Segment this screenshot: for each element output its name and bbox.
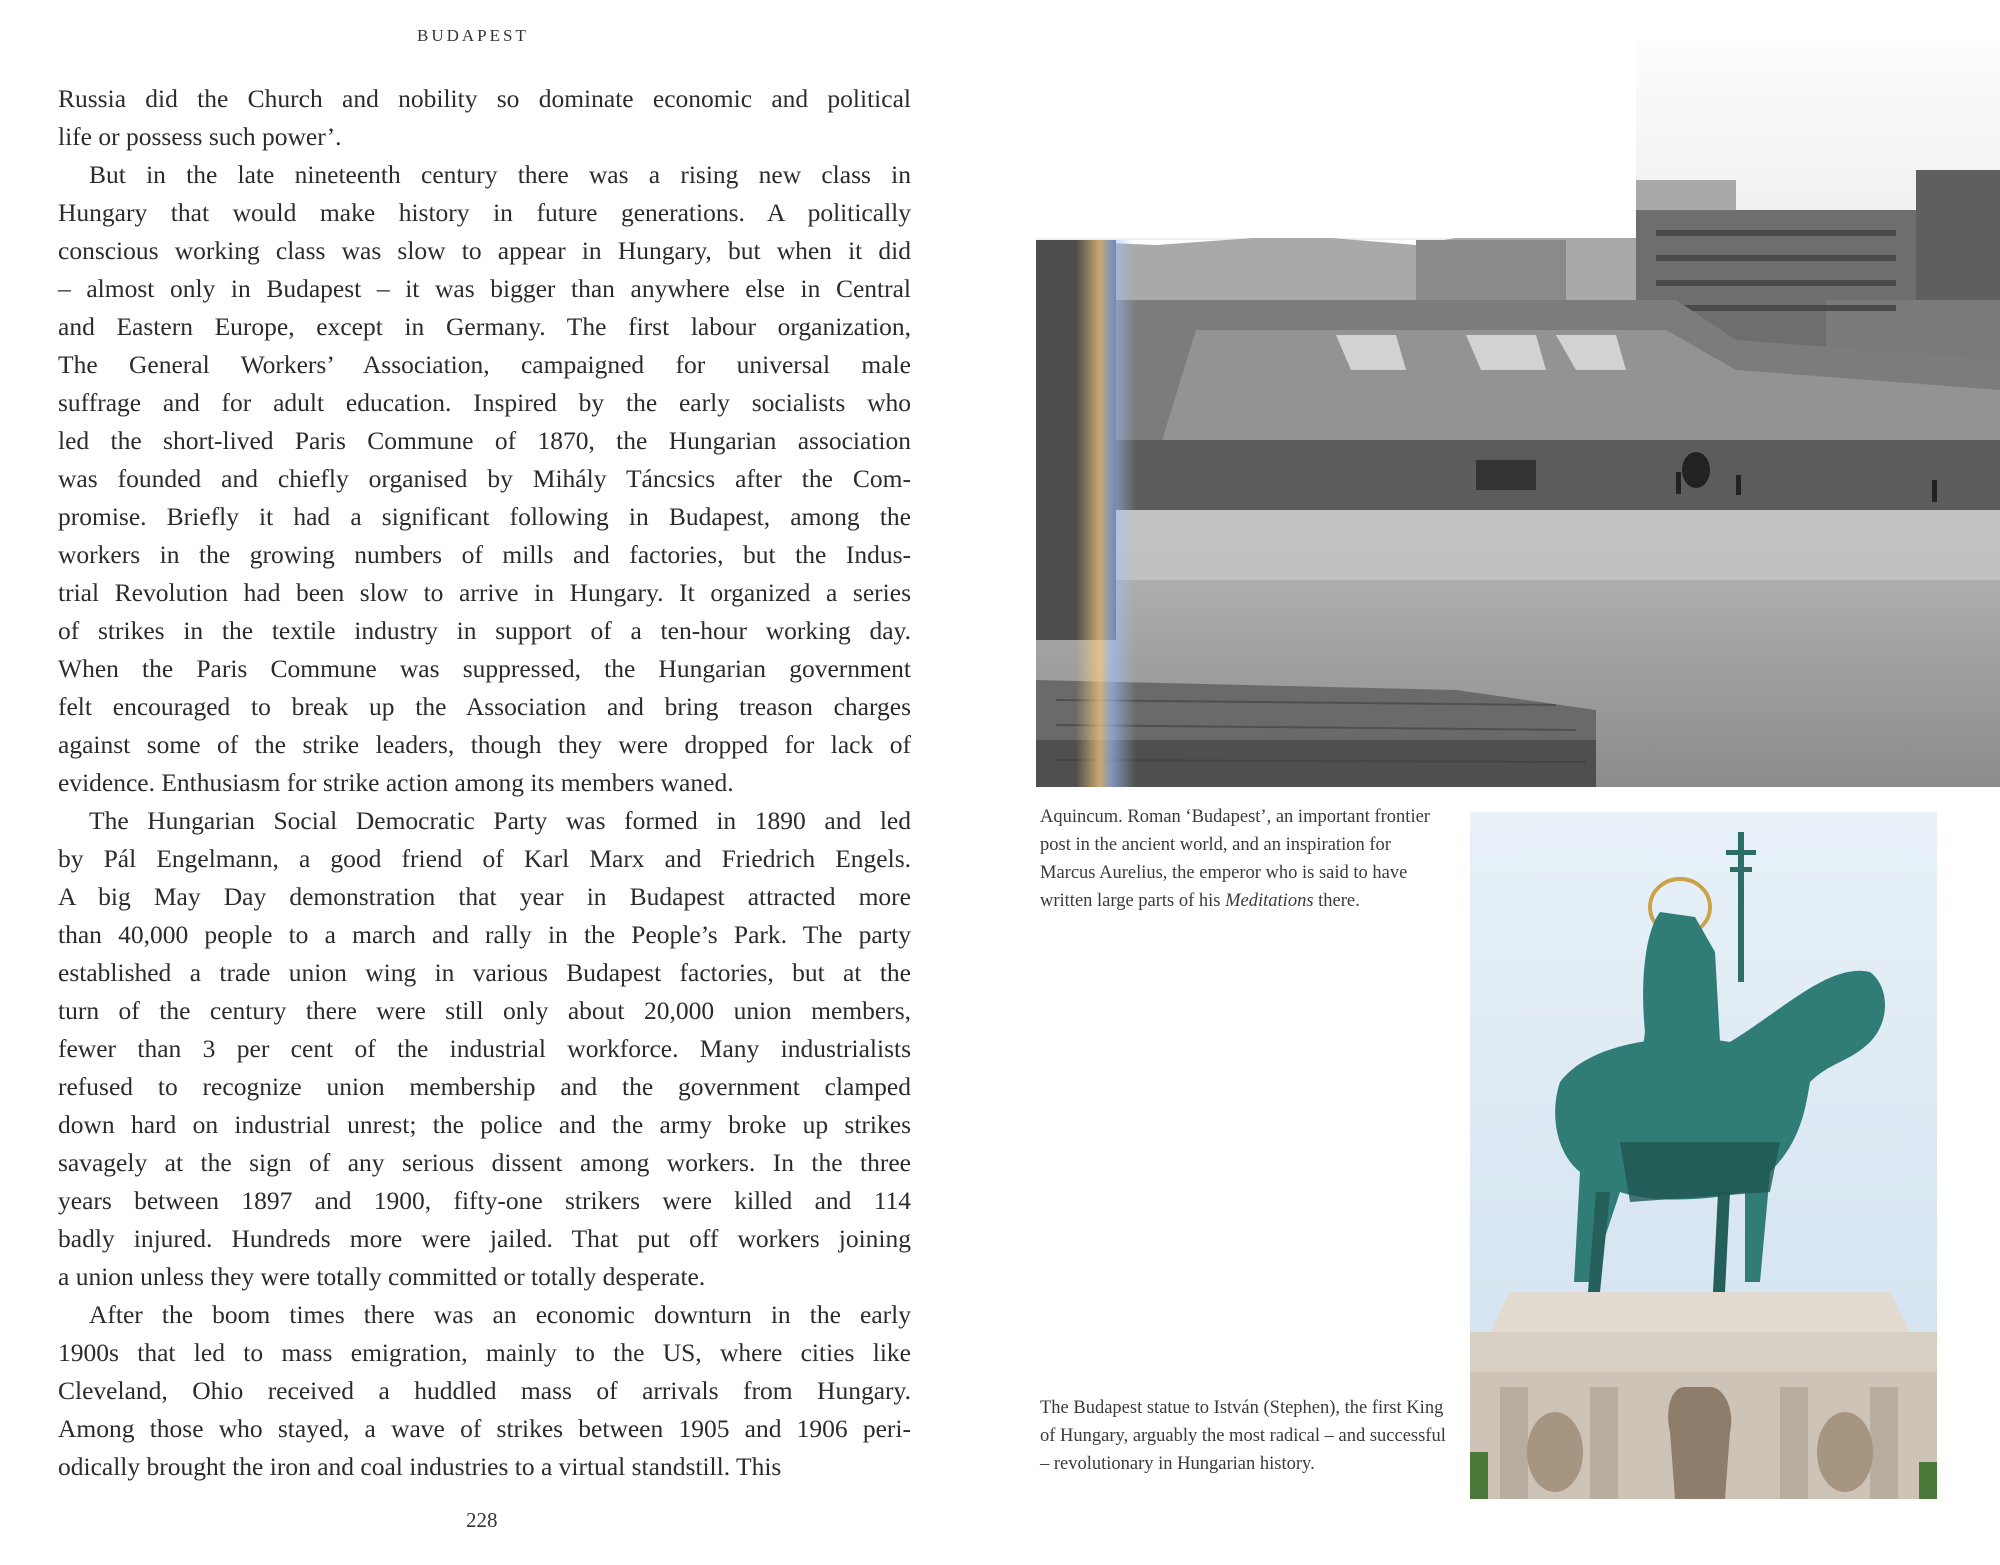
text-line: badly injured. Hundreds more were jailed. That put off workers joining [58, 1224, 911, 1253]
text-line: years between 1897 and 1900, fifty-one strikers were killed and 114 [58, 1186, 911, 1215]
text-line: promise. Briefly it had a significant following in Budapest, among the [58, 502, 911, 531]
text-line: Russia did the Church and nobility so dominate economic and political [58, 84, 911, 113]
text-line: down hard on industrial unrest; the police and the army broke up strikes [58, 1110, 911, 1139]
text-line: 1900s that led to mass emigration, mainly to the US, where cities like [58, 1338, 911, 1367]
text-line: Hungary that would make history in future generations. A politically [58, 198, 911, 227]
text-line: When the Paris Commune was suppressed, the Hungarian government [58, 654, 911, 683]
text-line: against some of the strike leaders, though they were dropped for lack of [58, 730, 911, 759]
text-line: A big May Day demonstration that year in Budapest attracted more [58, 882, 911, 911]
text-line: fewer than 3 per cent of the industrial workforce. Many industrialists [58, 1034, 911, 1063]
text-line: But in the late nineteenth century there was a rising new class in [89, 160, 911, 189]
text-line: conscious working class was slow to appear in Hungary, but when it did [58, 236, 911, 265]
text-line: life or possess such power’. [58, 122, 342, 151]
text-line: suffrage and for adult education. Inspired by the early socialists who [58, 388, 911, 417]
aquincum-caption-end: there. [1313, 891, 1360, 911]
text-line: and Eastern Europe, except in Germany. The first labour organization, [58, 312, 911, 341]
aquincum-caption-italic: Meditations [1225, 891, 1314, 911]
aquincum-photo [1036, 40, 2000, 787]
text-line: The Hungarian Social Democratic Party was formed in 1890 and led [89, 806, 911, 835]
text-line: trial Revolution had been slow to arrive in Hungary. It organized a series [58, 578, 911, 607]
statue-caption: The Budapest statue to István (Stephen), the first King of Hungary, arguably the most radical – and successful – revolutionary in Hungarian history. [1040, 1398, 1446, 1474]
statue-photo [1470, 812, 1937, 1499]
text-line: The General Workers’ Association, campaigned for universal male [58, 350, 911, 379]
text-line: After the boom times there was an economic downturn in the early [89, 1300, 911, 1329]
text-line: established a trade union wing in various Budapest factories, but at the [58, 958, 911, 987]
page-number: 228 [466, 1508, 498, 1532]
running-head: BUDAPEST [417, 26, 529, 45]
text-line: a union unless they were totally committed or totally desperate. [58, 1262, 706, 1291]
text-line: led the short-lived Paris Commune of 1870, the Hungarian association [58, 426, 911, 455]
text-line: evidence. Enthusiasm for strike action among its members waned. [58, 768, 734, 797]
text-line: odically brought the iron and coal industries to a virtual standstill. This [58, 1452, 782, 1481]
text-line: Among those who stayed, a wave of strikes between 1905 and 1906 peri- [58, 1414, 911, 1443]
text-line: felt encouraged to break up the Association and bring treason charges [58, 692, 911, 721]
text-line: workers in the growing numbers of mills and factories, but the Indus- [58, 540, 911, 569]
text-line: by Pál Engelmann, a good friend of Karl Marx and Friedrich Engels. [58, 844, 911, 873]
text-line: – almost only in Budapest – it was bigger than anywhere else in Central [58, 274, 911, 303]
text-line: refused to recognize union membership and the government clamped [58, 1072, 911, 1101]
aquincum-caption [1040, 803, 1450, 915]
text-line: turn of the century there were still only about 20,000 union members, [58, 996, 911, 1025]
text-line: Cleveland, Ohio received a huddled mass of arrivals from Hungary. [58, 1376, 911, 1405]
text-line: than 40,000 people to a march and rally in the People’s Park. The party [58, 920, 911, 949]
aquincum-caption-text: Aquincum. Roman ‘Budapest’, an important frontier post in the ancient world, and an inspiration for Marcus Aurelius, the emperor who is said to have written large parts of his [1040, 807, 1430, 911]
text-line: of strikes in the textile industry in support of a ten-hour working day. [58, 616, 911, 645]
text-line: was founded and chiefly organised by Mihály Táncsics after the Com- [58, 464, 911, 493]
text-line: savagely at the sign of any serious dissent among workers. In the three [58, 1148, 911, 1177]
body-text [58, 80, 911, 1486]
